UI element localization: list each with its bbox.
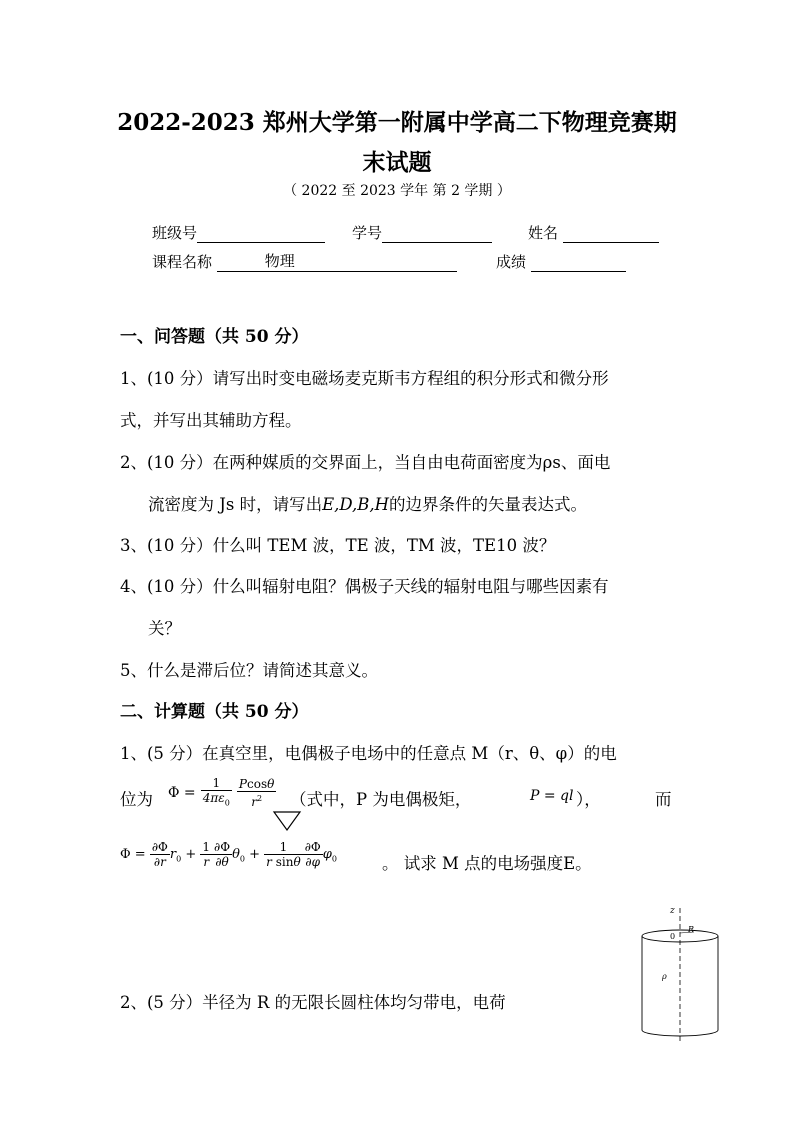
- z-axis-label: z: [670, 906, 675, 916]
- s1-q3: 3、(10 分）什么叫 TEM 波，TE 波，TM 波，TE10 波？: [120, 536, 556, 555]
- exam-title-line1: 2022-2023 郑州大学第一附属中学高二下物理竞赛期: [117, 109, 677, 136]
- course-label: 课程名称: [152, 253, 213, 271]
- s1-q2-line2b: 的边界条件的矢量表达式。: [389, 495, 588, 514]
- origin-label: 0: [670, 932, 676, 941]
- s1-q1-line2: 式，并写出其辅助方程。: [120, 411, 302, 430]
- score-field: [496, 251, 626, 272]
- triangle-mark: [272, 810, 302, 832]
- s1-q4-line1: 4、(10 分）什么叫辐射电阻？偶极子天线的辐射电阻与哪些因素有: [120, 577, 609, 596]
- s2-q1-line3: 。 试求 M 点的电场强度E。: [382, 854, 592, 873]
- potential-formula: Φ = $\frac{1}{4\pi\varepsilon_0}$ $\frac{Pcos\theta}{r^2}$: [168, 776, 275, 810]
- score-blank[interactable]: [531, 254, 626, 272]
- score-label: 成绩: [496, 253, 527, 271]
- s1-q2-line1: 2、(10 分）在两种媒质的交界面上，当自由电荷面密度为ρs、面电: [120, 453, 611, 472]
- student-id-blank[interactable]: [382, 225, 492, 243]
- exam-subtitle: （ 2022 至 2023 学年 第 2 学期 ）: [283, 183, 511, 199]
- s2-q1-line2a: 位为: [120, 790, 153, 809]
- s1-q4-line2: 关？: [148, 619, 181, 638]
- radius-label: R: [688, 925, 695, 934]
- course-value: 物理: [264, 252, 295, 270]
- class-label: 班级号: [152, 224, 198, 242]
- s1-q1-line1: 1、(10 分）请写出时变电磁场麦克斯韦方程组的积分形式和微分形: [120, 369, 609, 388]
- course-blank[interactable]: [217, 254, 457, 272]
- rho-label: ρ: [662, 972, 667, 981]
- s1-q5: 5、什么是滞后位？请简述其意义。: [120, 661, 378, 680]
- student-id-field: [352, 222, 492, 243]
- s2-q1-line2c: P = ql: [530, 788, 574, 804]
- class-blank[interactable]: [197, 225, 325, 243]
- section1-heading: 一、问答题（共 50 分）: [120, 327, 309, 347]
- name-blank[interactable]: [563, 225, 659, 243]
- course-field: [152, 251, 457, 272]
- field-vectors: E,D,B,H: [322, 495, 390, 514]
- s2-q1-line2d: ），: [576, 790, 601, 809]
- section2-heading: 二、计算题（共 50 分）: [120, 702, 309, 722]
- name-label: 姓名: [528, 224, 559, 242]
- name-field: [528, 222, 659, 243]
- s2-q1-line2e: 而: [655, 790, 672, 809]
- class-field: [152, 222, 325, 243]
- s1-q2-line2a: 流密度为 Js 时，请写出: [148, 495, 323, 514]
- s2-q1-line1: 1、(5 分）在真空里，电偶极子电场中的任意点 M（r、θ、φ）的电: [120, 744, 617, 763]
- s1-q2-line2: [148, 491, 587, 515]
- exam-title-line2: 末试题: [362, 149, 432, 176]
- gradient-formula: Φ = $\frac{\partial\Phi}{\partial r}$ $r_0$ + $\frac{1}{r}$ $\frac{\partial\Phi}{\partial\theta}$ $\theta_0$ + $\frac{1}{\text{r sinθ}}$ $\frac{\partial\Phi}{\partial\varphi}$ $\varphi_0$: [120, 840, 337, 869]
- s2-q2-line1: 2、(5 分）半径为 R 的无限长圆柱体均匀带电，电荷: [120, 993, 506, 1012]
- cylinder-figure: [630, 900, 730, 1050]
- student-id-label: 学号: [352, 224, 383, 242]
- s2-q1-line2b: （式中，P 为电偶极矩，: [290, 790, 472, 809]
